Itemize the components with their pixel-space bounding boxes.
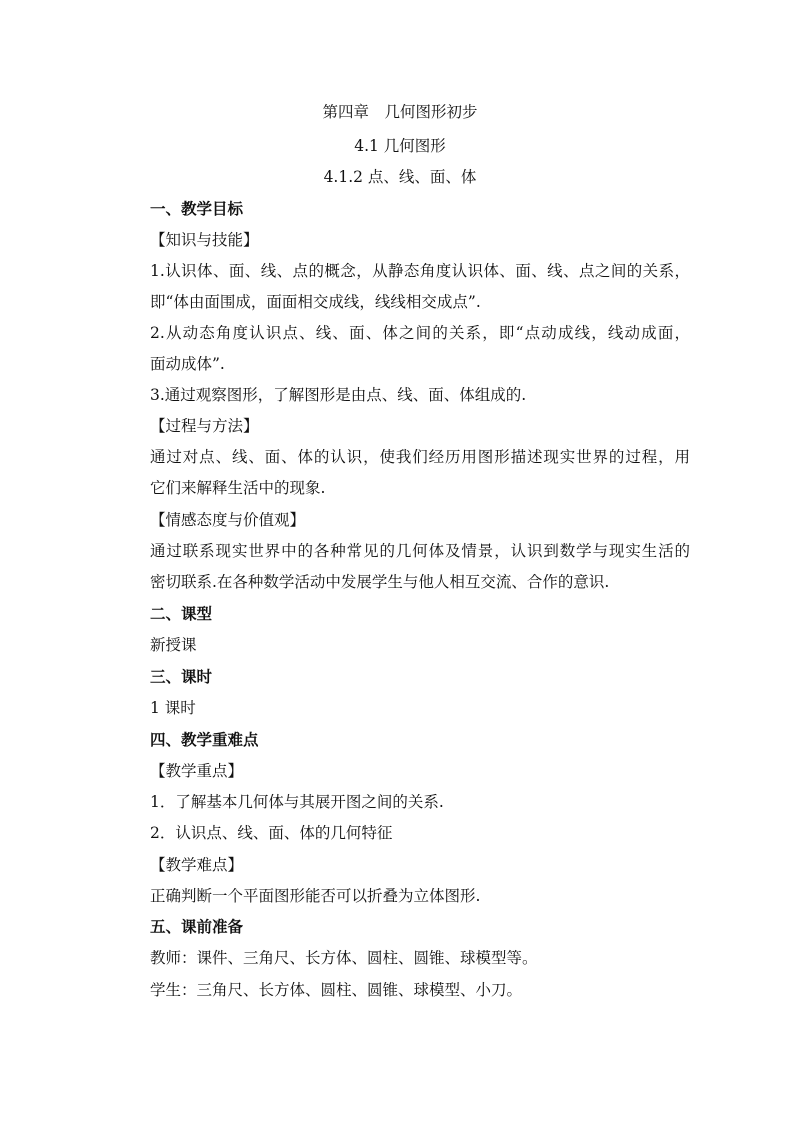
goal-1-line-2: 即“体由面围成，面面相交成线，线线相交成点”. — [150, 293, 481, 311]
key-point-2: 2．认识点、线、面、体的几何特征 — [150, 824, 393, 842]
difficult-point-1: 正确判断一个平面图形能否可以折叠为立体图形. — [150, 887, 481, 905]
heading-lesson-type: 二、课型 — [150, 605, 213, 623]
heading-key-difficult-points: 四、教学重难点 — [150, 731, 259, 749]
label-process-methods: 【过程与方法】 — [150, 417, 259, 435]
chapter-title: 第四章 几何图形初步 — [322, 103, 478, 121]
label-key-points: 【教学重点】 — [150, 762, 244, 780]
emotion-line-2: 密切联系.在各种数学活动中发展学生与他人相互交流、合作的意识. — [150, 573, 610, 591]
label-knowledge-skills: 【知识与技能】 — [150, 231, 259, 249]
preparation-student: 学生：三角尺、长方体、圆柱、圆锥、球模型、小刀。 — [150, 981, 523, 999]
emotion-line-1: 通过联系现实世界中的各种常见的几何体及情景，认识到数学与现实生活的 — [150, 542, 690, 560]
lesson-hours-value: 1 课时 — [150, 699, 196, 717]
goal-2-line-2: 面动成体”. — [150, 355, 225, 373]
label-difficult-points: 【教学难点】 — [150, 856, 244, 874]
goal-1-line-1: 1.认识体、面、线、点的概念，从静态角度认识体、面、线、点之间的关系， — [150, 262, 690, 280]
process-line-1: 通过对点、线、面、体的认识，使我们经历用图形描述现实世界的过程，用 — [150, 448, 690, 466]
goal-2-line-1: 2.从动态角度认识点、线、面、体之间的关系，即“点动成线，线动成面， — [150, 324, 690, 342]
key-point-1: 1．了解基本几何体与其展开图之间的关系. — [150, 793, 444, 811]
subsection-title: 4.1.2 点、线、面、体 — [323, 168, 477, 186]
process-line-2: 它们来解释生活中的现象. — [150, 479, 326, 497]
lesson-type-value: 新授课 — [150, 636, 197, 654]
heading-lesson-hours: 三、课时 — [150, 668, 213, 686]
section-title: 4.1 几何图形 — [354, 137, 446, 155]
heading-teaching-goals: 一、教学目标 — [150, 200, 244, 218]
label-emotion-values: 【情感态度与价值观】 — [150, 511, 306, 529]
goal-3: 3.通过观察图形，了解图形是由点、线、面、体组成的. — [150, 386, 527, 404]
heading-preparation: 五、课前准备 — [150, 918, 244, 936]
preparation-teacher: 教师：课件、三角尺、长方体、圆柱、圆锥、球模型等。 — [150, 949, 538, 967]
